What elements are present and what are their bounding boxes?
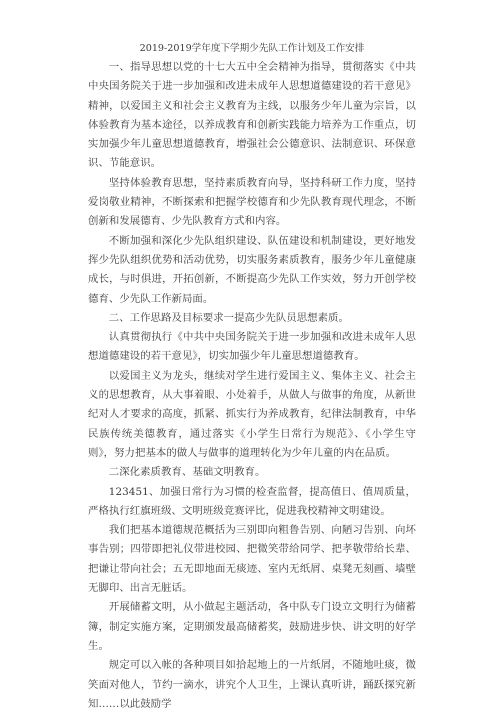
section-heading-quality-education: 二深化素质教育、基础文明教育。 — [108, 466, 266, 479]
document-page — [88, 40, 416, 714]
paragraph-patriotism: 以爱国主义为龙头，继续对学生进行爱国主义、集体主义、社会主义的思想教育，从大事着眼、小处着手，从做人与做事的角度，从新世纪对人才要求的高度，抓紧、抓实行为养成教育，纪律法制教育，中华民族传统美德教育，通过落实《小学生日常行为规范》、《小学生守则》，努力把基本的做人与做事的道理转化为少年儿童的内在品质。 — [88, 369, 416, 459]
paragraph-civility-savings: 开展储蓄文明，从小做起主题活动，各中队专门设立文明行为储蓄簿，制定实施方案，定期颁发最高储蓄奖，鼓励进步快、讲文明的好学生。 — [88, 601, 416, 652]
paragraph-implement-opinions: 认真贯彻执行《中共中央国务院关于进一步加强和改进未成年人思想道德建设的若干意见》，切实加强少年儿童思想道德教育。 — [88, 331, 416, 363]
paragraph-organization-building: 不断加强和深化少先队组织建设、队伍建设和机制建设，更好地发挥少先队组织优势和活动优势，切实服务素质教育，服务少年儿童健康成长，与时俱进，开拓创新，不断提高少先队工作实效，努力开创学校德育、少先队工作新局面。 — [88, 234, 416, 305]
document-title: 2019-2019学年度下学期少先队工作计划及工作安排 — [139, 43, 365, 54]
paragraph-experiential-education: 坚持体验教育思想，坚持素质教育向导，坚持科研工作力度，坚持爱岗敬业精神，不断探索和把握学校德育和少先队教育现代理念，不断创新和发展德育、少先队教育方式和内容。 — [88, 176, 416, 228]
paragraph-guiding-ideology: 一、指导思想以党的十七大五中全会精神为指导，贯彻落实《中共中央国务院关于进一步加强和改进未成年人思想道德建设的若干意见》精神，以爱国主义和社会主义教育为主线，以服务少年儿童为宗旨，以体验教育为基本途径，以养成教育和创新实践能力培养为工作重点，切实加强少年儿童思想道德教育，增强社会公德意识、法制意识、环保意识、节能意识。 — [88, 61, 416, 170]
paragraph-daily-habits: 123451、加强日常行为习惯的检查监督，提高值日、值周质量，严格执行红旗班级、文明班级竞赛评比，促进我校精神文明建设。 — [88, 485, 416, 517]
paragraph-account-items: 规定可以入帐的各种项目如拾起地上的一片纸屑，不随地吐痰，微笑面对他人，节约一滴水，讲究个人卫生，上课认真听讲，踊跃探究新知……以此鼓励学 — [88, 659, 416, 710]
paragraph-moral-norms: 我们把基本道德规范概括为三别即向粗鲁告别、向陋习告别、向坏事告别；四带即把礼仪带进校园、把微笑带给同学、把孝敬带给长辈、把谦让带向社会；五无即地面无痰迹、室内无纸屑、桌凳无刻画、墙壁无脚印、出言无脏话。 — [88, 524, 416, 595]
section-heading-work-ideas: 二、工作思路及目标要求一提高少先队员思想素质。 — [108, 311, 349, 324]
